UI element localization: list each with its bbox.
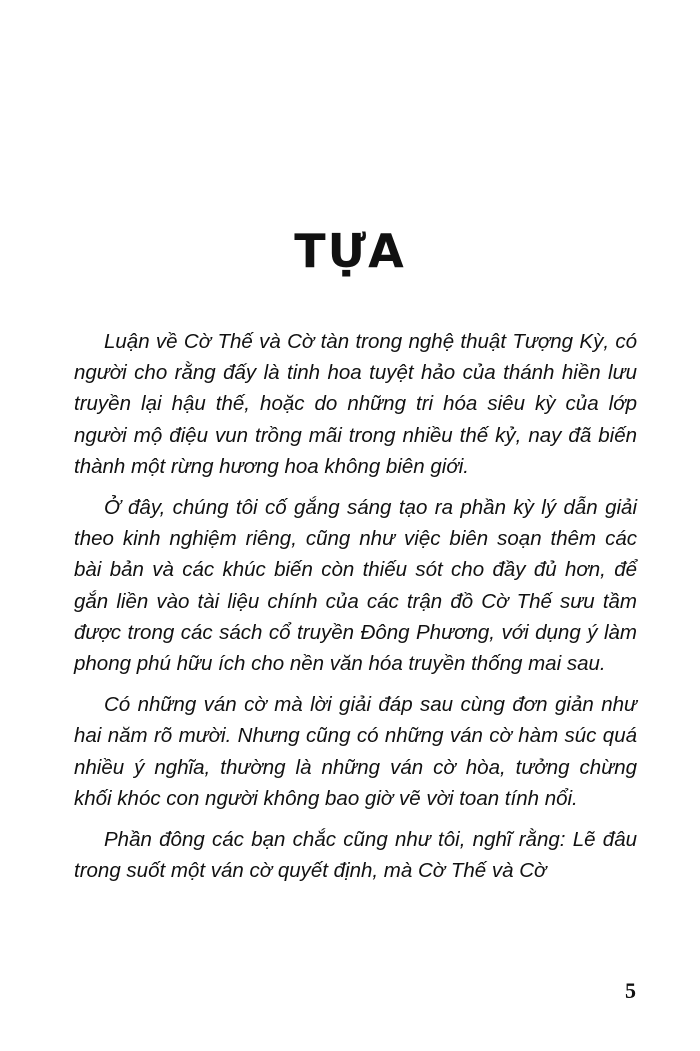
- page-title: TỰA: [294, 223, 406, 278]
- preface-body: [74, 326, 637, 896]
- paragraph-4: Phần đông các bạn chắc cũng như tôi, nghĩ rằng: Lẽ đâu trong suốt một ván cờ quyết định, mà Cờ Thế và Cờ: [74, 828, 637, 883]
- page-number: 5: [625, 978, 636, 1003]
- paragraph-3: Có những ván cờ mà lời giải đáp sau cùng đơn giản như hai năm rõ mười. Nhưng cũng có những ván cờ hàm súc quá nhiều ý nghĩa, thường là những ván cờ hòa, tưởng chừng khối khóc con người không bao giờ vẽ vời toan tính nổi.: [74, 693, 637, 810]
- paragraph-2: Ở đây, chúng tôi cố gắng sáng tạo ra phần kỳ lý dẫn giải theo kinh nghiệm riêng, cũng như việc biên soạn thêm các bài bản và các khúc biến còn thiếu sót cho đầy đủ hơn, để gắn liền vào tài liệu chính của các trận đồ Cờ Thế sưu tầm được trong các sách cổ truyền Đông Phương, với dụng ý làm phong phú hữu ích cho nền văn hóa truyền thống mai sau.: [74, 496, 637, 676]
- paragraph-1: Luận về Cờ Thế và Cờ tàn trong nghệ thuật Tượng Kỳ, có người cho rằng đấy là tinh hoa tuyệt hảo của thánh hiền lưu truyền lại hậu thế, hoặc do những tri hóa siêu kỳ của lớp người mộ điệu vun trồng mãi trong nhiều thế kỷ, nay đã biến thành một rừng hương hoa không biên giới.: [74, 330, 637, 478]
